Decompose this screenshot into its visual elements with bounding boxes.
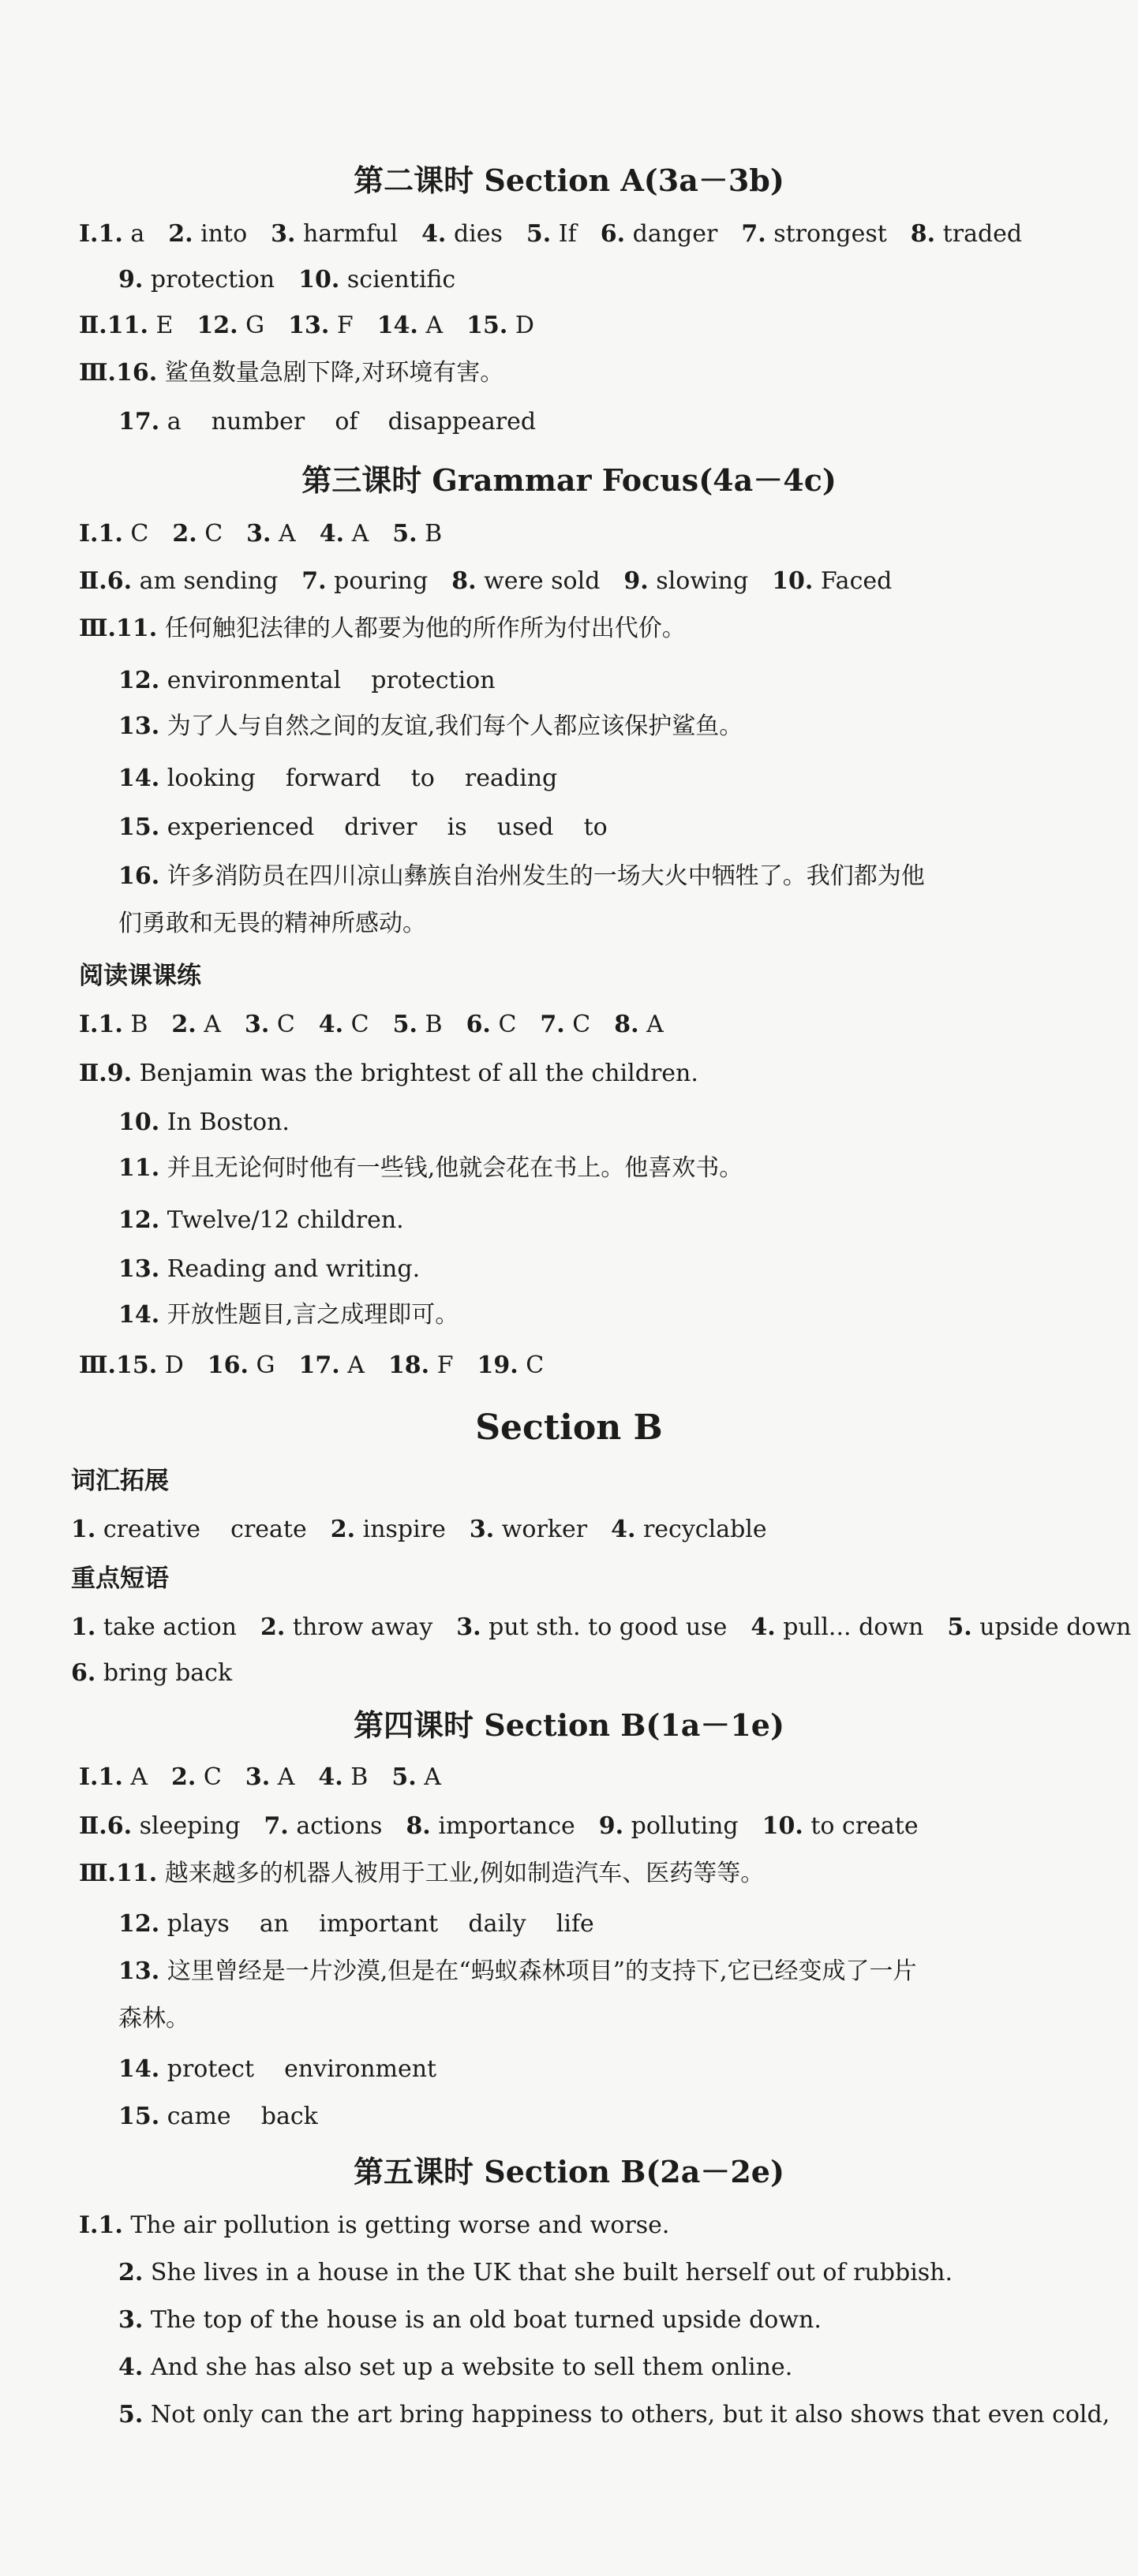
answer-text: creative create [103,1516,307,1543]
item-number: Ⅱ. [79,312,107,339]
answer-text: C [203,1763,222,1791]
item-number: 4. [318,1763,343,1791]
answer-text: G [256,1352,275,1379]
item-number: 5. [118,2401,144,2428]
answer-text: scientific [346,266,456,293]
answer-text: came back [167,2103,318,2130]
s2-part-3-q16 [79,361,503,385]
item-number: 1. [71,1613,96,1641]
item-number: 2. [330,1516,356,1543]
answer-text: A [130,1763,148,1791]
item-number: 6. [107,567,133,595]
item-number: 10. [298,266,340,293]
answer-text: 开放性题目,言之成理即可。 [167,1301,459,1329]
item-number: 2. [172,520,197,548]
answer-text: put sth. to good use [489,1613,728,1641]
s4-part-3-q14 [118,2055,437,2083]
item-number: 3. [456,1613,481,1641]
answer-text: slowing [656,567,749,595]
answer-text: worker [501,1516,588,1543]
answer-text: take action [103,1613,238,1641]
item-number: 4. [611,1516,636,1543]
lesson-2-title: 第二课时 Section A(3a－3b) [354,163,784,198]
answer-text: C [572,1011,591,1038]
answer-text: environmental protection [167,667,496,694]
item-number: 4. [318,1011,344,1038]
item-number: 4. [751,1613,776,1641]
answer-text: C [130,520,149,548]
s4-part-3-q13-line1 [118,1957,917,1985]
item-number: 1. [71,1516,96,1543]
item-number: 11. [107,312,148,339]
answer-text: A [425,312,444,339]
answer-text: A [646,1011,664,1038]
item-number: 5. [947,1613,972,1641]
item-number: 8. [406,1812,431,1840]
answer-text: D [164,1352,184,1379]
answer-text: Benjamin was the brightest of all the children. [139,1060,698,1087]
item-number: 1. [98,220,123,248]
answer-text: looking forward to reading [167,765,558,792]
answer-text: a [130,220,145,248]
item-number: 15. [118,2103,160,2130]
item-number: 1. [98,520,123,548]
answer-text: traded [942,220,1023,248]
item-number: 5. [391,1763,417,1791]
answer-text: A [424,1763,441,1791]
answer-text: 越来越多的机器人被用于工业,例如制造汽车、医药等等。 [164,1860,765,1887]
item-number: 12. [118,1206,160,1234]
lesson-4-title: 第四课时 Section B(1a－1e) [354,1707,784,1743]
answer-text: inspire [362,1516,446,1543]
item-number: Ⅰ. [79,1763,99,1791]
item-number: 13. [118,712,160,740]
answer-text: D [515,312,534,339]
item-number: 13. [118,1255,160,1283]
answer-text: 这里曾经是一片沙漠,但是在“蚂蚁森林项目”的支持下,它已经变成了一片 [167,1957,917,1985]
answer-text: 鲨鱼数量急剧下降,对环境有害。 [164,359,504,387]
item-number: 7. [264,1812,289,1840]
answer-text: A [351,520,369,548]
answer-text: throw away [292,1613,433,1641]
item-number: 16. [115,359,158,387]
item-number: 13. [288,312,330,339]
item-number: 14. [118,2055,160,2083]
item-number: Ⅲ. [79,1352,116,1379]
answer-text: plays an important daily life [167,1910,594,1938]
phrase-row1 [71,1613,1132,1641]
answer-text: experienced driver is used to [167,813,608,841]
item-number: Ⅲ. [79,359,116,387]
answer-text: C [204,520,223,548]
reading-part-3 [79,1354,544,1378]
s3-part-3-q16-line1 [118,862,925,890]
s3-part-3-q11 [79,617,686,641]
answer-text: pull... down [783,1613,924,1641]
answer-text: strongest [773,220,887,248]
item-number: 8. [451,567,477,595]
item-number: 9. [598,1812,624,1840]
answer-text: Faced [820,567,893,595]
item-number: 14. [118,765,160,792]
item-number: Ⅲ. [79,615,116,642]
answer-text: to create [810,1812,919,1840]
s3-part-3-q16-line2: 们勇敢和无畏的精神所感动。 [118,910,426,937]
answer-text: E [155,312,174,339]
item-number: 2. [118,2259,144,2286]
item-number: 2. [168,220,193,248]
item-number: 9. [623,567,649,595]
answer-text: If [558,220,577,248]
item-number: Ⅱ. [79,567,107,595]
item-number: 11. [115,615,158,642]
s2-part-1-row2 [118,268,455,292]
item-number: Ⅰ. [79,520,99,548]
answer-text: pouring [334,567,429,595]
item-number: 3. [469,1516,495,1543]
item-number: 15. [118,813,160,841]
item-number: 3. [246,520,271,548]
answer-text: C [350,1011,369,1038]
answer-text: Not only can the art bring happiness to others, but it also shows that even cold, [150,2401,1110,2428]
answer-text: were sold [484,567,601,595]
item-number: 10. [772,567,814,595]
s2-part-3-q17 [118,410,536,434]
answer-text: A [277,1763,295,1791]
lesson-5-title: 第五课时 Section B(2a－2e) [354,2154,784,2189]
item-number: 14. [118,1301,160,1329]
item-number: 9. [107,1060,133,1087]
s4-part-3-q15 [118,2105,318,2129]
item-number: 16. [118,862,160,890]
item-number: Ⅰ. [79,220,99,248]
answer-text: And she has also set up a website to sell them online. [150,2354,793,2381]
item-number: 14. [376,312,418,339]
item-number: 10. [762,1812,803,1840]
item-number: 15. [115,1352,158,1379]
s3-part-3-q14 [118,767,557,791]
answer-text: C [276,1011,295,1038]
item-number: Ⅰ. [79,2211,99,2239]
item-number: 11. [118,1154,160,1182]
s3-part-2 [79,567,893,595]
item-number: Ⅱ. [79,1060,107,1087]
item-number: 4. [319,520,345,548]
answer-text: recyclable [642,1516,767,1543]
item-number: 4. [118,2354,144,2381]
item-number: 2. [260,1613,286,1641]
s5-part-1-q4 [118,2356,792,2380]
item-number: 18. [387,1352,430,1379]
answer-text: danger [632,220,718,248]
item-number: 5. [526,220,552,248]
answer-text: The top of the house is an old boat turned upside down. [150,2306,822,2334]
reading-part-1 [79,1013,664,1037]
item-number: 3. [245,1763,271,1791]
reading-practice-title: 阅读课课练 [79,962,201,990]
answer-text: 许多消防员在四川凉山彝族自治州发生的一场大火中牺牲了。我们都为他 [167,862,925,890]
answer-text: actions [296,1812,383,1840]
item-number: 2. [171,1763,197,1791]
s3-part-3-q12 [118,669,496,693]
answer-text: F [336,312,354,339]
item-number: 19. [477,1352,518,1379]
answer-text: sleeping [139,1812,241,1840]
answer-text: In Boston. [167,1109,290,1136]
item-number: 6. [71,1659,96,1687]
answer-text: dies [453,220,503,248]
s4-part-3-q12 [118,1912,594,1936]
item-number: 17. [298,1352,340,1379]
answer-text: 为了人与自然之间的友谊,我们每个人都应该保护鲨鱼。 [167,712,743,740]
s5-part-1-q5 [118,2403,1110,2427]
answer-text: B [350,1763,369,1791]
s3-part-3-q13 [118,712,743,740]
item-number: 9. [118,266,144,293]
item-number: 8. [910,220,936,248]
answer-text: A [279,520,296,548]
answer-text: B [425,1011,443,1038]
item-number: 13. [118,1957,160,1985]
phrase-title: 重点短语 [71,1565,169,1593]
answer-text: She lives in a house in the UK that she built herself out of rubbish. [150,2259,953,2286]
item-number: 5. [392,520,417,548]
answer-text: G [245,312,265,339]
phrase-row2 [71,1659,233,1687]
s4-part-1 [79,1763,441,1791]
answer-text: into [200,220,248,248]
answer-text: B [425,520,443,548]
answer-text: A [204,1011,221,1038]
item-number: 10. [118,1109,160,1136]
answer-text: C [526,1352,545,1379]
item-number: 15. [466,312,508,339]
item-number: 12. [118,667,160,694]
answer-text: Reading and writing. [167,1255,421,1283]
s3-part-3-q15 [118,813,608,841]
reading-part-2-q12 [118,1206,404,1234]
vocab-title: 词汇拓展 [71,1467,169,1495]
answer-text: F [436,1352,454,1379]
reading-part-2-q14 [118,1303,459,1327]
item-number: 8. [614,1011,639,1038]
item-number: 3. [118,2306,144,2334]
s5-part-1-q3 [118,2306,822,2334]
answer-text: The air pollution is getting worse and worse. [130,2211,670,2239]
item-number: 3. [271,220,296,248]
s5-part-1-q1 [79,2211,670,2239]
s2-part-1-row1 [79,222,1022,246]
section-b-title: Section B [475,1408,663,1448]
item-number: 7. [741,220,766,248]
s2-part-2 [79,314,534,338]
item-number: 17. [118,408,160,436]
answer-text: protection [150,266,275,293]
answer-text: A [347,1352,365,1379]
reading-part-2-q11 [118,1154,743,1182]
answer-text: a number of disappeared [167,408,537,436]
item-number: Ⅲ. [79,1860,116,1887]
vocab-row [71,1518,767,1542]
item-number: 1. [98,1011,123,1038]
item-number: Ⅱ. [79,1812,107,1840]
item-number: 12. [118,1910,160,1938]
item-number: 3. [244,1011,270,1038]
answer-text: B [130,1011,148,1038]
item-number: 12. [197,312,238,339]
s4-part-3-q11 [79,1862,764,1886]
answer-text: am sending [139,567,279,595]
answer-text: harmful [303,220,399,248]
item-number: 1. [98,2211,123,2239]
reading-part-2-q10 [118,1111,290,1135]
reading-part-2-q13 [118,1255,421,1283]
s3-part-1 [79,522,442,546]
item-number: 1. [98,1763,123,1791]
s4-part-2 [79,1812,919,1840]
lesson-3-title: 第三课时 Grammar Focus(4a－4c) [301,462,837,498]
answer-text: polluting [631,1812,739,1840]
item-number: Ⅰ. [79,1011,99,1038]
item-number: 6. [466,1011,491,1038]
answer-text: 并且无论何时他有一些钱,他就会花在书上。他喜欢书。 [167,1154,743,1182]
item-number: 2. [171,1011,197,1038]
answer-text: C [498,1011,517,1038]
item-number: 16. [207,1352,249,1379]
answer-text: bring back [103,1659,233,1687]
item-number: 6. [600,220,626,248]
item-number: 6. [107,1812,133,1840]
answer-text: protect environment [167,2055,437,2083]
answer-text: importance [438,1812,575,1840]
s5-part-1-q2 [118,2261,953,2285]
item-number: 5. [392,1011,417,1038]
reading-part-2-q9 [79,1062,698,1086]
answer-text: upside down [979,1613,1132,1641]
answer-text: 任何触犯法律的人都要为他的所作所为付出代价。 [164,615,686,642]
s4-part-3-q13-line2: 森林。 [118,2005,189,2032]
item-number: 7. [301,567,327,595]
answer-text: Twelve/12 children. [167,1206,404,1234]
item-number: 11. [115,1860,158,1887]
item-number: 4. [421,220,447,248]
item-number: 7. [540,1011,565,1038]
